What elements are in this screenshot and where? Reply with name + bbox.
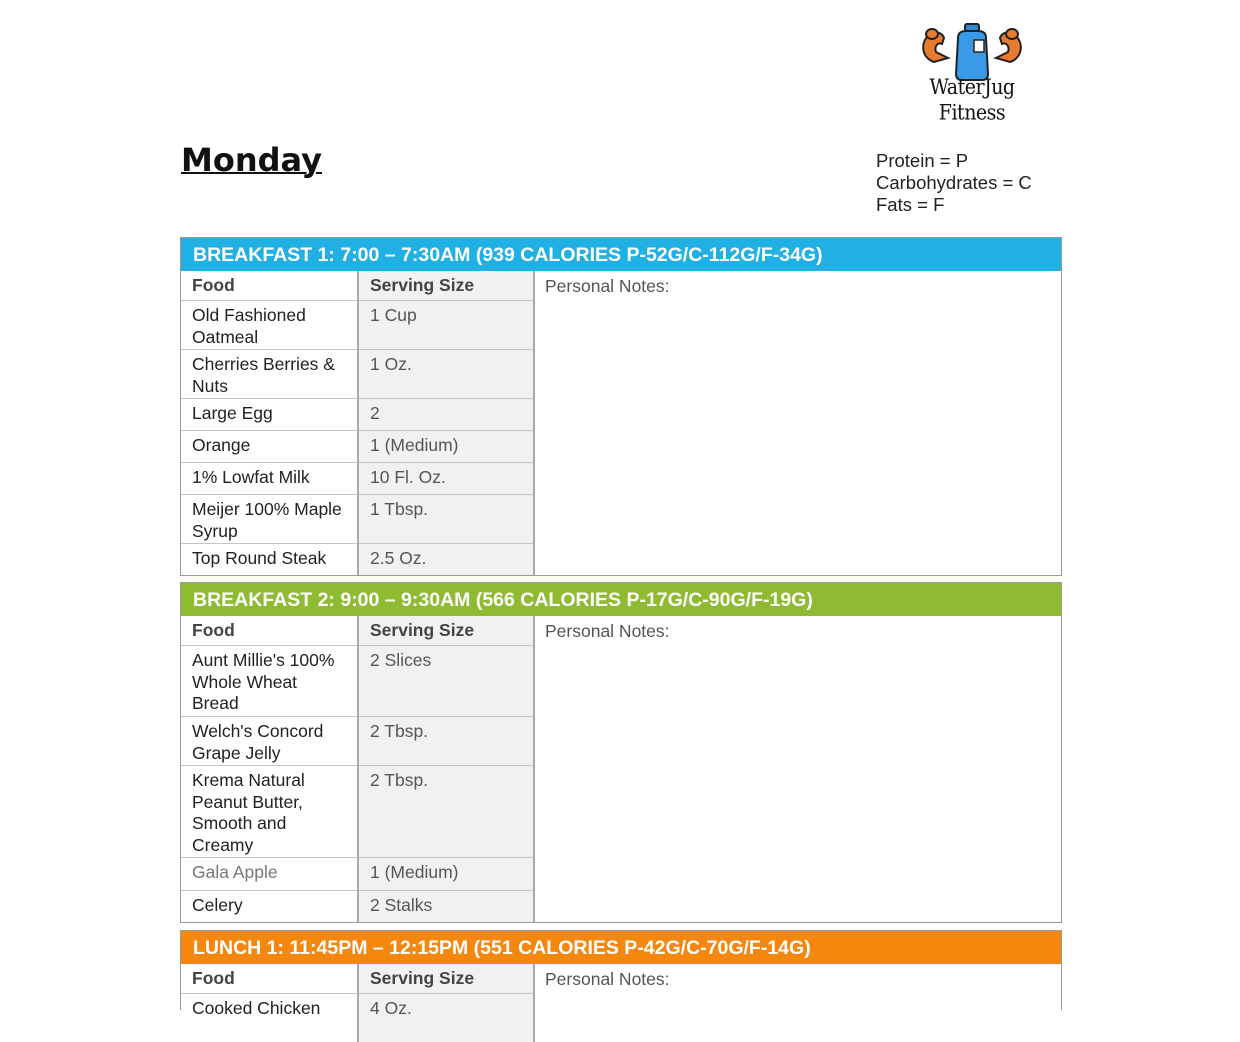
serving-cell: 1 Oz.	[358, 350, 534, 399]
meal-header: LUNCH 1: 11:45PM – 12:15PM (551 CALORIES P-42G/C-70G/F-14G)	[181, 931, 1061, 964]
food-cell: Cherries Berries & Nuts	[181, 350, 358, 399]
brand-logo	[912, 18, 1032, 114]
table-row	[181, 399, 534, 431]
food-cell: Large Egg	[181, 399, 358, 431]
food-cell: Cooked Chicken	[181, 994, 358, 1042]
legend-carbohydrates: Carbohydrates = C	[876, 172, 1032, 194]
personal-notes: Personal Notes:	[535, 271, 1061, 575]
legend-fats: Fats = F	[876, 194, 1032, 216]
personal-notes: Personal Notes:	[535, 964, 1061, 1010]
food-cell: Meijer 100% Maple Syrup	[181, 495, 358, 544]
meal-header: BREAKFAST 2: 9:00 – 9:30AM (566 CALORIES P-17G/C-90G/F-19G)	[181, 583, 1061, 616]
serving-cell: 10 Fl. Oz.	[358, 463, 534, 495]
meal-lunch-1	[180, 930, 1062, 1010]
table-row	[181, 858, 534, 891]
serving-cell: 2 Slices	[358, 646, 534, 717]
table-row	[181, 463, 534, 495]
food-table	[181, 616, 535, 922]
serving-size-column-header: Serving Size	[358, 964, 534, 994]
page-title: Monday	[181, 141, 322, 179]
table-row	[181, 646, 534, 717]
food-cell: Orange	[181, 431, 358, 463]
serving-cell: 1 Tbsp.	[358, 495, 534, 544]
meal-header: BREAKFAST 1: 7:00 – 7:30AM (939 CALORIES P-52G/C-112G/F-34G)	[181, 238, 1061, 271]
table-row	[181, 890, 534, 922]
brand-name: WaterJug Fitness	[912, 75, 1032, 126]
table-row	[181, 766, 534, 858]
table-header-row	[181, 964, 534, 994]
table-header-row	[181, 271, 534, 301]
legend-protein: Protein = P	[876, 150, 1032, 172]
food-cell: Celery	[181, 890, 358, 922]
food-column-header: Food	[181, 616, 358, 646]
serving-cell: 2	[358, 399, 534, 431]
personal-notes: Personal Notes:	[535, 616, 1061, 922]
food-column-header: Food	[181, 964, 358, 994]
macro-legend	[876, 150, 1032, 216]
serving-cell: 1 (Medium)	[358, 858, 534, 891]
food-cell: Aunt Millie's 100% Whole Wheat Bread	[181, 646, 358, 717]
food-table	[181, 964, 535, 1042]
serving-cell: 1 Cup	[358, 301, 534, 350]
flexing-water-jug-icon	[912, 18, 1032, 82]
food-cell: 1% Lowfat Milk	[181, 463, 358, 495]
serving-cell: 2 Tbsp.	[358, 766, 534, 858]
meal-breakfast-1	[180, 237, 1062, 576]
food-cell: Welch's Concord Grape Jelly	[181, 717, 358, 766]
food-table	[181, 271, 535, 575]
serving-cell: 4 Oz.	[358, 994, 534, 1042]
food-column-header: Food	[181, 271, 358, 301]
food-cell: Old Fashioned Oatmeal	[181, 301, 358, 350]
table-row	[181, 544, 534, 575]
serving-size-column-header: Serving Size	[358, 616, 534, 646]
food-cell: Krema Natural Peanut Butter, Smooth and Creamy	[181, 766, 358, 858]
meal-breakfast-2	[180, 582, 1062, 923]
table-row	[181, 431, 534, 463]
table-header-row	[181, 616, 534, 646]
table-row	[181, 994, 534, 1042]
serving-cell: 1 (Medium)	[358, 431, 534, 463]
food-cell: Gala Apple	[181, 858, 358, 891]
serving-cell: 2 Stalks	[358, 890, 534, 922]
serving-cell: 2.5 Oz.	[358, 544, 534, 575]
table-row	[181, 301, 534, 350]
serving-size-column-header: Serving Size	[358, 271, 534, 301]
food-cell: Top Round Steak	[181, 544, 358, 575]
table-row	[181, 350, 534, 399]
serving-cell: 2 Tbsp.	[358, 717, 534, 766]
table-row	[181, 717, 534, 766]
table-row	[181, 495, 534, 544]
